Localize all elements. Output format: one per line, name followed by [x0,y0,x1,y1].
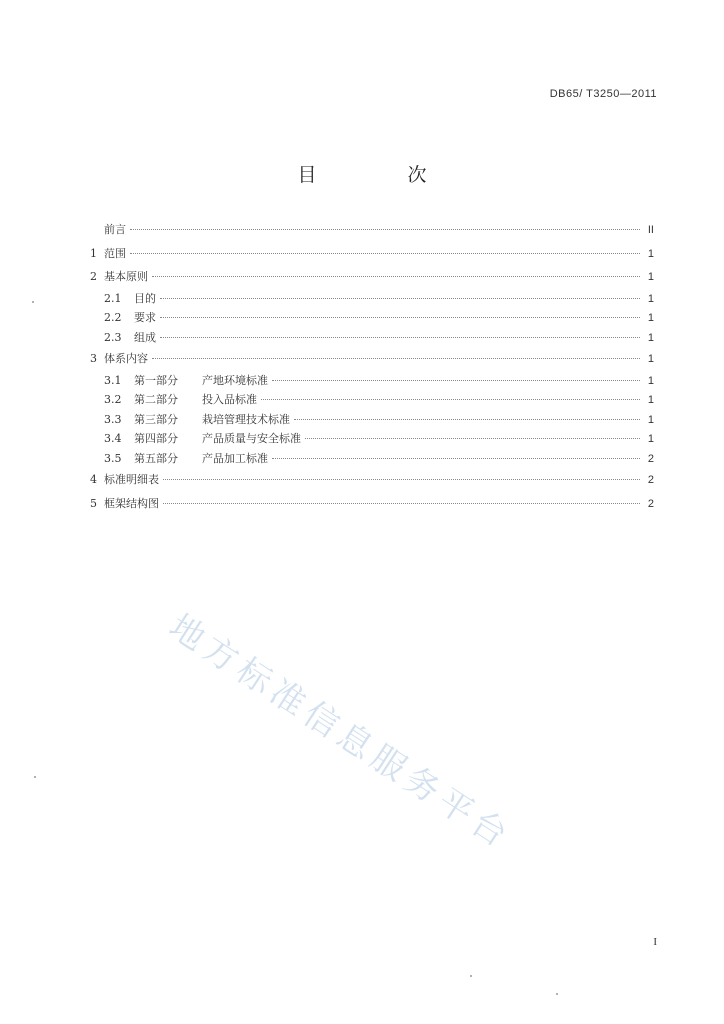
toc-entry-number: 3.4 [104,432,122,445]
toc-entry-label [134,328,156,348]
toc-entry-label [104,492,159,516]
toc-entry-label [104,468,159,492]
toc-entry-page: 1 [647,292,654,305]
toc-dot-leader [160,317,640,318]
toc-entry-title: 目的 [134,291,156,305]
scan-speck [556,993,558,995]
scan-speck [34,776,36,778]
toc-entry-label [134,308,156,328]
toc-entry [90,242,654,266]
scan-speck [32,301,34,303]
toc-entry-number: 2.2 [104,311,122,324]
toc-entry-title: 要求 [134,311,156,324]
toc-dot-leader [305,438,640,439]
toc-entry-page: II [647,224,654,236]
toc-entry-part: 第四部分 [134,432,178,445]
toc-entry-page: 1 [647,247,654,260]
toc-entry-number: 3.2 [104,393,122,406]
toc-dot-leader [272,380,640,381]
toc-entry-number: 1 [90,246,97,260]
toc-dot-leader [160,298,640,299]
toc-dot-leader [130,253,640,254]
toc-dot-leader [294,419,640,420]
table-of-contents [90,218,654,515]
toc-entry-number: 2 [90,270,97,283]
toc-entry [90,410,654,430]
toc-entry [90,492,654,516]
toc-entry [90,289,654,309]
toc-entry [90,308,654,328]
toc-entry-label [104,242,126,266]
watermark: 地方标准信息服务平台 [161,606,520,859]
toc-entry-number: 5 [90,496,97,510]
toc-entry-label [134,289,156,309]
toc-entry-label [104,218,126,242]
toc-entry-number: 3 [90,352,97,365]
toc-entry-page: 1 [647,433,654,445]
toc-dot-leader [160,337,640,338]
toc-entry-page: 2 [647,497,654,510]
toc-entry-page: 2 [647,452,654,465]
toc-entry-number: 3.3 [104,412,122,426]
toc-dot-leader [163,479,640,480]
toc-entry-title: 产地环境标准 [202,373,268,387]
toc-entry-number: 3.1 [104,373,122,387]
toc-entry-number: 3.5 [104,451,122,465]
toc-entry [90,328,654,348]
toc-entry-label [134,410,290,430]
toc-entry [90,265,654,289]
toc-dot-leader [261,399,640,400]
toc-entry-label [134,449,268,469]
toc-entry-title: 体系内容 [104,352,148,365]
toc-entry-page: 1 [647,394,654,406]
toc-entry [90,429,654,449]
page-number: I [653,936,657,948]
toc-entry-number: 2.3 [104,330,122,344]
toc-entry-part: 第二部分 [134,393,178,406]
toc-entry-title: 组成 [134,330,156,344]
toc-dot-leader [163,503,640,504]
toc-dot-leader [152,276,640,277]
toc-dot-leader [130,229,640,230]
toc-entry-title: 栽培管理技术标准 [202,412,290,426]
toc-entry-title: 框架结构图 [104,496,159,510]
toc-entry-page: 1 [647,374,654,387]
toc-dot-leader [152,358,640,359]
toc-entry-title: 前言 [104,223,126,236]
toc-entry-number: 4 [90,473,97,486]
toc-dot-leader [272,458,640,459]
toc-entry [90,449,654,469]
toc-entry-title: 标准明细表 [104,473,159,486]
toc-entry-page: 1 [647,413,654,426]
toc-entry-label [134,371,268,391]
toc-entry-title: 产品加工标准 [202,451,268,465]
toc-entry [90,218,654,242]
toc-entry-label [134,390,257,410]
toc-entry [90,390,654,410]
toc-entry-page: 1 [647,331,654,344]
toc-entry-number: 2.1 [104,291,122,305]
toc-entry-page: 1 [647,312,654,324]
toc-entry-part: 第三部分 [134,412,178,426]
toc-entry-part: 第一部分 [134,373,178,387]
toc-entry-label [104,265,148,289]
toc-entry-part: 第五部分 [134,451,178,465]
toc-entry [90,468,654,492]
scan-speck [470,975,472,977]
toc-entry-page: 2 [647,474,654,486]
toc-entry-page: 1 [647,271,654,283]
toc-entry-title: 基本原则 [104,270,148,283]
page-title: 目 次 [297,164,463,186]
toc-entry [90,371,654,391]
document-code: DB65/ T3250—2011 [549,88,657,100]
toc-entry-title: 产品质量与安全标准 [202,432,301,445]
toc-entry-label [104,347,148,371]
toc-entry-title: 投入品标准 [202,393,257,406]
toc-entry-page: 1 [647,353,654,365]
toc-entry [90,347,654,371]
toc-entry-label [134,429,301,449]
toc-entry-title: 范围 [104,246,126,260]
